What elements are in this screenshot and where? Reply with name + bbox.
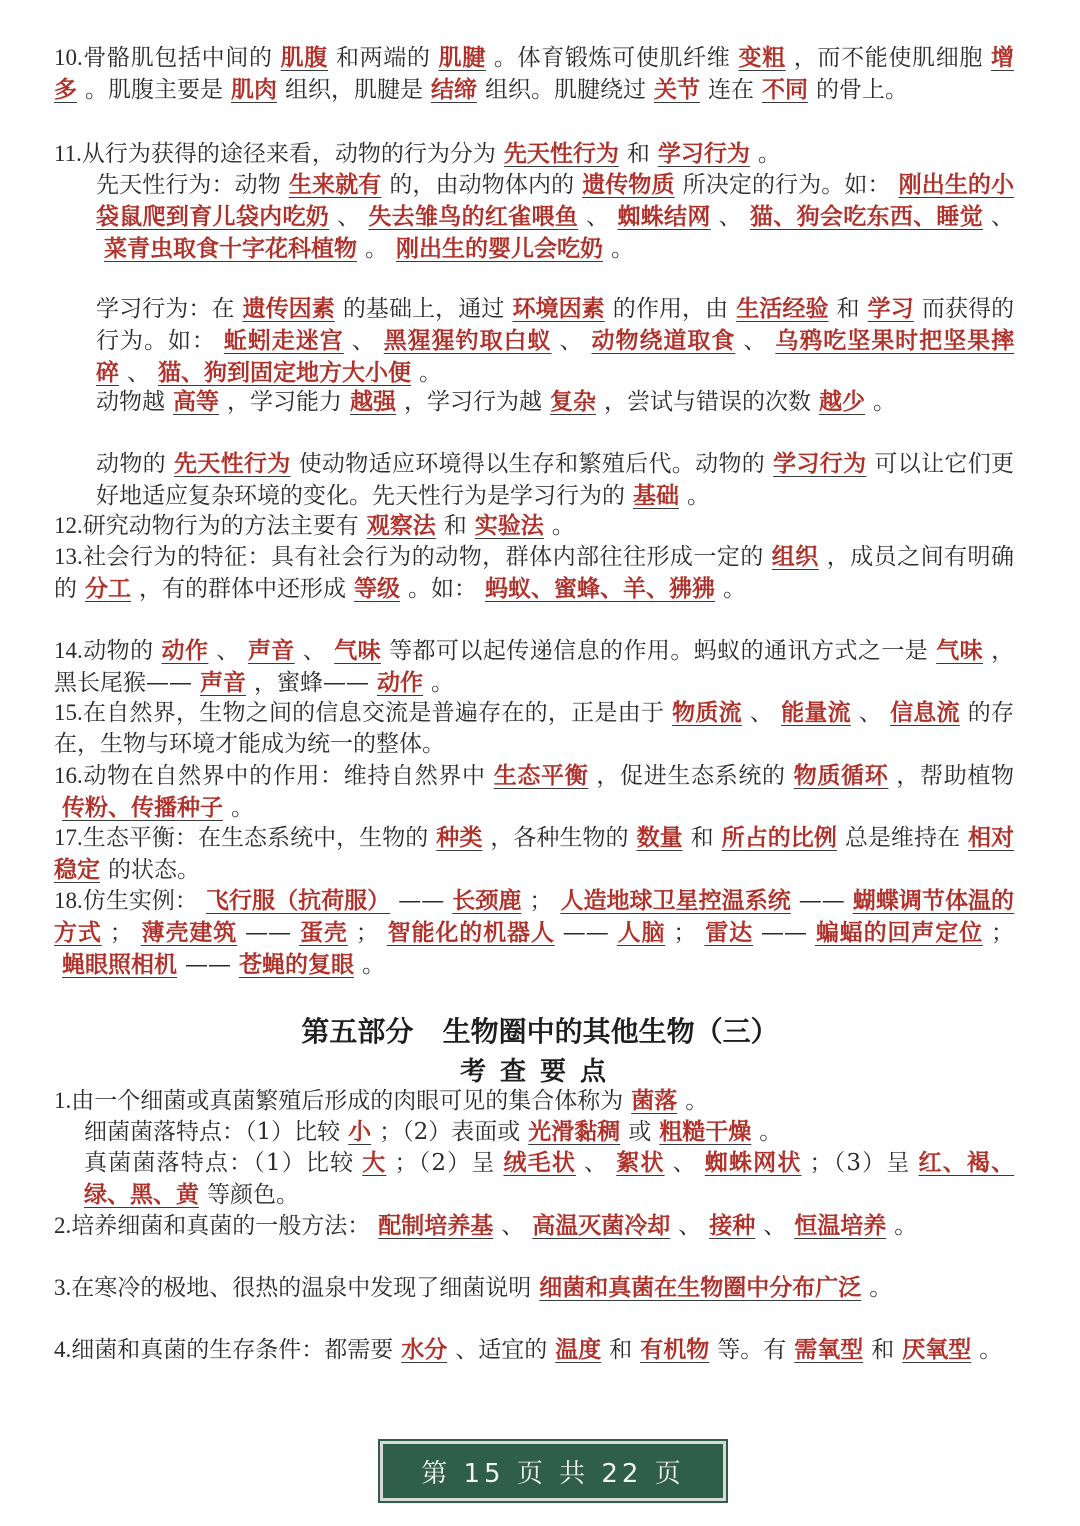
question-text: ，各种生物的 (490, 825, 629, 851)
question-text: ；（3）呈 (809, 1150, 911, 1176)
question-item (54, 386, 1014, 418)
answer-blank: 絮状 (616, 1149, 665, 1176)
answer-blank: 菜青虫取食十字花科植物 (104, 235, 357, 262)
answer-blank: 厌氧型 (902, 1336, 972, 1363)
answer-blank: 小 (348, 1118, 372, 1145)
question-text: 等都可以起传递信息的作用。蚂蚁的通讯方式之一是 (389, 638, 929, 664)
question-text: 细菌菌落特点：（1）比较 (84, 1119, 341, 1145)
question-text: 生态平衡：在生态系统中，生物的 (82, 825, 429, 851)
answer-blank: 相对稳定 (54, 824, 1015, 883)
answer-blank: 动作 (161, 637, 209, 664)
question-item (54, 448, 1014, 512)
question-item (54, 169, 1014, 265)
answer-blank: 越强 (350, 388, 396, 415)
question-text: 社会行为的特征：具有社会行为的动物，群体内部往往形成一定的 (82, 544, 764, 570)
answer-blank: 能量流 (781, 699, 851, 726)
question-text: 。 (685, 1088, 709, 1114)
question-text: 动物在自然界中的作用：维持自然界中 (82, 763, 486, 789)
question-text: 组织，肌腱是 (285, 77, 423, 103)
question-text: 。 (869, 1275, 893, 1301)
question-text: 、 (672, 1150, 697, 1176)
question-text: ； (109, 920, 133, 946)
question-text: 从行为获得的途径来看，动物的行为分为 (81, 141, 496, 167)
question-text: 和 (609, 1337, 633, 1363)
answer-blank: 学习行为 (773, 450, 867, 477)
answer-blank: 接种 (709, 1212, 756, 1239)
question-text: 。如： (408, 576, 477, 602)
item-number: 18. (54, 888, 83, 913)
item-number: 15. (54, 700, 83, 725)
answer-blank: 生来就有 (288, 171, 382, 198)
question-text: 和 (626, 141, 650, 167)
answer-blank: 刚出生的婴儿会吃奶 (396, 235, 603, 262)
answer-blank: 气味 (334, 637, 382, 664)
answer-blank: 先天性行为 (173, 450, 291, 477)
question-text: 、 (763, 1213, 787, 1239)
question-text: 。 (757, 141, 781, 167)
answer-blank: 失去雏鸟的红雀喂鱼 (368, 203, 579, 230)
answer-blank: 恒温培养 (794, 1212, 887, 1239)
question-text: 。体育锻炼可使肌纤维 (493, 45, 731, 71)
answer-blank: 高温灭菌冷却 (532, 1212, 671, 1239)
item-number: 2. (54, 1213, 72, 1238)
question-item (54, 1210, 1014, 1242)
question-text: 的作用，由 (612, 296, 729, 322)
answer-blank: 人造地球卫星控温系统 (560, 887, 791, 914)
question-text: ； (991, 920, 1014, 946)
question-text: 。 (611, 236, 634, 262)
question-text: 。 (362, 952, 385, 978)
question-text: 的状态。 (108, 857, 200, 883)
item-number: 14. (54, 638, 83, 663)
question-item (54, 541, 1014, 605)
answer-blank: 智能化的机器人 (386, 919, 555, 946)
answer-blank: 飞行服（抗荷服） (205, 887, 391, 914)
question-text: 在寒冷的极地、很热的温泉中发现了细菌说明 (71, 1275, 532, 1301)
answer-blank: 蝴蝶调节体温的方式 (54, 887, 1015, 946)
answer-blank: 肌肉 (231, 76, 277, 103)
item-number: 10. (54, 45, 83, 70)
question-text: 的存在，生物与环境才能成为统一的整体。 (54, 700, 1015, 757)
answer-blank: 基础 (633, 482, 679, 509)
answer-blank: 人脑 (616, 919, 666, 946)
answer-blank: 数量 (636, 824, 683, 851)
answer-blank: 猫、狗到固定地方大小便 (158, 359, 411, 386)
question-text: ； (673, 920, 697, 946)
item-number: 12. (54, 513, 83, 538)
answer-blank: 学习行为 (657, 140, 750, 167)
question-text: 。 (687, 483, 710, 509)
answer-blank: 蚯蚓走迷宫 (223, 327, 344, 354)
item-number: 16. (54, 763, 83, 788)
answer-blank: 红、褐、绿、黑、黄 (84, 1149, 1015, 1208)
question-item (54, 1147, 1014, 1211)
answer-blank: 所占的比例 (721, 824, 837, 851)
section-subtitle: 考查要点 (459, 1057, 620, 1087)
question-text: ； (355, 920, 379, 946)
answer-blank: 刚出生的小袋鼠爬到育儿袋内吃奶 (96, 171, 1015, 230)
question-item (54, 760, 1014, 824)
question-text: 。 (365, 236, 388, 262)
question-text: 、 (584, 1150, 609, 1176)
answer-blank: 不同 (762, 76, 808, 103)
question-text: 和两端的 (335, 45, 431, 71)
answer-blank: 肌腹 (280, 44, 328, 71)
answer-blank: 种类 (436, 824, 483, 851)
answer-blank: 遗传物质 (582, 171, 675, 198)
question-text: 而获得的行为。如： (96, 296, 1015, 354)
question-text: 、 (501, 1213, 525, 1239)
question-text: ； (529, 888, 553, 914)
answer-blank: 学习 (867, 295, 914, 322)
item-number: 13. (54, 544, 83, 569)
answer-blank: 观察法 (366, 512, 436, 539)
answer-blank: 分工 (85, 575, 131, 602)
question-text: 和 (443, 513, 467, 539)
answer-blank: 需氧型 (794, 1336, 864, 1363)
answer-blank: 信息流 (890, 699, 960, 726)
question-text: ，促进生态系统的 (596, 763, 786, 789)
question-text: ，蜜蜂—— (254, 670, 369, 696)
question-item (54, 1272, 1014, 1304)
question-text: 、 (858, 700, 883, 726)
question-text: 。 (551, 513, 575, 539)
question-text: ，而不能使肌细胞 (793, 45, 984, 71)
answer-blank: 绒毛状 (503, 1149, 577, 1176)
question-text: 培养细菌和真菌的一般方法： (71, 1213, 371, 1239)
answer-blank: 气味 (936, 637, 984, 664)
answer-blank: 水分 (401, 1336, 448, 1363)
answer-blank: 环境因素 (512, 295, 605, 322)
question-text: 、 (216, 638, 240, 664)
question-text: 、 (749, 700, 774, 726)
answer-blank: 等级 (354, 575, 400, 602)
question-item (54, 635, 1014, 699)
answer-blank: 生活经验 (736, 295, 829, 322)
question-text: 的基础上，通过 (342, 296, 505, 322)
question-item (54, 1085, 1014, 1117)
question-text: 由一个细菌或真菌繁殖后形成的肉眼可见的集合体称为 (71, 1088, 624, 1114)
question-item (54, 697, 1014, 760)
answer-blank: 动物绕道取食 (591, 327, 736, 354)
question-text: 。 (894, 1213, 918, 1239)
question-text: 和 (690, 825, 714, 851)
answer-blank: 结缔 (431, 76, 477, 103)
question-text: 、 (678, 1213, 702, 1239)
question-text: 总是维持在 (844, 825, 961, 851)
answer-blank: 变粗 (738, 44, 786, 71)
page-number-label: 第 15 页 共 22 页 (421, 1458, 685, 1489)
question-item (54, 1116, 1014, 1148)
question-text: ；（2）呈 (394, 1150, 496, 1176)
answer-blank: 关节 (654, 76, 700, 103)
answer-blank: 温度 (555, 1336, 602, 1363)
answer-blank: 长颈鹿 (452, 887, 522, 914)
question-text: 、 (743, 328, 768, 354)
answer-blank: 蜘蛛结网 (617, 203, 711, 230)
answer-blank: 肌腱 (438, 44, 486, 71)
question-text: 、 (718, 204, 742, 230)
answer-blank: 高等 (173, 388, 219, 415)
question-text: 的，由动物体内的 (389, 172, 575, 198)
question-text: 。 (979, 1337, 1003, 1363)
question-text: 和 (836, 296, 860, 322)
answer-blank: 蝙蝠的回声定位 (815, 919, 983, 946)
question-text: 或 (628, 1119, 652, 1145)
question-text: 、 (127, 360, 150, 386)
question-text: —— (245, 920, 292, 946)
answer-blank: 大 (362, 1149, 387, 1176)
answer-blank: 实验法 (474, 512, 544, 539)
answer-blank: 组织 (771, 543, 819, 570)
question-text: 研究动物行为的方法主要有 (82, 513, 359, 539)
question-text: ，有的群体中还形成 (139, 576, 346, 602)
question-text: 、 (559, 328, 584, 354)
answer-blank: 猫、狗会吃东西、睡觉 (749, 203, 984, 230)
answer-blank: 声音 (200, 669, 246, 696)
question-text: 等。有 (717, 1337, 787, 1363)
question-text: 、 (991, 204, 1015, 230)
answer-blank: 细菌和真菌在生物圈中分布广泛 (539, 1274, 862, 1301)
question-text: 连在 (708, 77, 754, 103)
question-text: 动物的 (96, 451, 166, 477)
answer-blank: 蚂蚁、蜜蜂、羊、狒狒 (485, 575, 715, 602)
question-text: —— (398, 888, 445, 914)
question-text: 、 (351, 328, 376, 354)
item-number: 17. (54, 825, 83, 850)
answer-blank: 蜘蛛网状 (704, 1149, 802, 1176)
question-text: ，成员之间有明确的 (54, 544, 1015, 602)
question-text: 、 (337, 204, 361, 230)
question-text: 骨骼肌包括中间的 (82, 45, 273, 71)
question-text: 。肌腹主要是 (85, 77, 223, 103)
answer-blank: 乌鸦吃坚果时把坚果摔碎 (96, 327, 1015, 386)
question-text: 。 (231, 795, 254, 821)
answer-blank: 物质流 (672, 699, 742, 726)
item-number: 11. (54, 141, 82, 166)
answer-blank: 配制培养基 (378, 1212, 494, 1239)
question-text: —— (185, 952, 231, 978)
question-item (54, 42, 1014, 106)
question-text: 所决定的行为。如： (682, 172, 891, 198)
section-title: 第五部分 生物圈中的其他生物（三） (301, 1015, 779, 1048)
question-text: ，帮助植物 (896, 763, 1015, 789)
answer-blank: 物质循环 (793, 762, 889, 789)
answer-blank: 黑猩猩钓取白蚁 (383, 327, 552, 354)
answer-blank: 传粉、传播种子 (62, 794, 223, 821)
answer-blank: 遗传因素 (242, 295, 335, 322)
answer-blank: 薄壳建筑 (140, 919, 238, 946)
answer-blank: 光滑黏稠 (528, 1118, 621, 1145)
answer-blank: 复杂 (550, 388, 596, 415)
question-item (54, 1334, 1014, 1366)
item-number: 1. (54, 1088, 72, 1113)
question-text: 。 (419, 360, 442, 386)
question-text: 、 (586, 204, 610, 230)
question-text: 动物越 (96, 389, 165, 415)
question-text: ，尝试与错误的次数 (604, 389, 811, 415)
answer-blank: 粗糙干燥 (659, 1118, 752, 1145)
item-number: 4. (54, 1337, 72, 1362)
question-text: 组织。肌腱绕过 (485, 77, 646, 103)
question-text: 仿生实例： (82, 888, 198, 914)
question-text: ，黑长尾猴—— (54, 638, 1015, 696)
question-text: 的骨上。 (816, 77, 908, 103)
answer-blank: 菌落 (631, 1087, 678, 1114)
question-text: 真菌菌落特点：（1）比较 (84, 1150, 355, 1176)
question-item (54, 293, 1014, 389)
question-item (54, 138, 1014, 170)
answer-blank: 蝇眼照相机 (62, 951, 177, 978)
answer-blank: 生态平衡 (493, 762, 589, 789)
question-text: —— (562, 920, 609, 946)
question-text: 细菌和真菌的生存条件：都需要 (71, 1337, 394, 1363)
question-item (54, 885, 1014, 981)
answer-blank: 声音 (247, 637, 295, 664)
answer-blank: 苍蝇的复眼 (239, 951, 354, 978)
question-text: 和 (871, 1337, 895, 1363)
answer-blank: 动作 (377, 669, 423, 696)
question-item (54, 822, 1014, 886)
answer-blank: 雷达 (704, 919, 753, 946)
question-text: ，学习能力 (227, 389, 342, 415)
question-text: 使动物适应环境得以生存和繁殖后代。动物的 (298, 451, 766, 477)
question-text: 学习行为：在 (96, 296, 235, 322)
question-text: 等颜色。 (207, 1182, 299, 1208)
question-text: 。 (723, 576, 746, 602)
question-item (54, 510, 1014, 542)
question-text: 在自然界，生物之间的信息交流是普遍存在的，正是由于 (82, 700, 665, 726)
question-text: 。 (431, 670, 454, 696)
question-text: 、适宜的 (455, 1337, 548, 1363)
question-text: 可以让它们更好地适应复杂环境的变化。先天性行为是学习行为的 (96, 451, 1015, 509)
answer-blank: 蛋壳 (299, 919, 348, 946)
question-text: 。 (873, 389, 896, 415)
question-text: ，学习行为越 (404, 389, 542, 415)
answer-blank: 越少 (819, 388, 865, 415)
page-footer (380, 1441, 726, 1501)
answer-blank: 有机物 (640, 1336, 710, 1363)
question-text: 先天性行为：动物 (96, 172, 281, 198)
answer-blank: 先天性行为 (503, 140, 619, 167)
question-text: 。 (759, 1119, 783, 1145)
item-number: 3. (54, 1275, 72, 1300)
question-text: ；（2）表面或 (379, 1119, 521, 1145)
question-text: —— (761, 920, 807, 946)
question-text: 、 (302, 638, 327, 664)
question-text: 动物的 (82, 638, 154, 664)
answer-blank: 增多 (54, 44, 1015, 103)
question-text: —— (798, 888, 845, 914)
